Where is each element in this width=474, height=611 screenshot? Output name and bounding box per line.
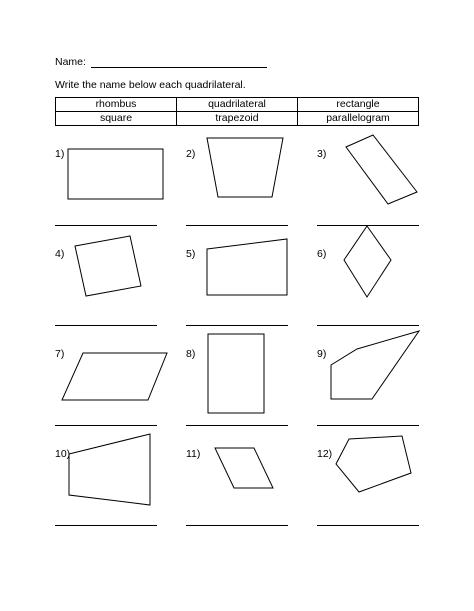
shape-number: 12) [317, 448, 333, 460]
shape-grid [55, 140, 419, 540]
answer-line[interactable] [317, 525, 419, 526]
word-bank-cell: square [56, 112, 177, 126]
shape-cell [317, 440, 433, 540]
word-bank-row [56, 98, 419, 112]
shape-cell [186, 140, 302, 240]
answer-line[interactable] [186, 325, 288, 326]
shape-quadrilateral [186, 240, 302, 320]
name-row [55, 56, 267, 68]
answer-line[interactable] [317, 425, 419, 426]
shape-rhombus [186, 440, 302, 520]
word-bank-cell: parallelogram [298, 112, 419, 126]
shape-cell [317, 340, 433, 440]
shape-trapezoid [186, 140, 302, 220]
shape-number: 5) [186, 248, 196, 260]
shape-quadrilateral [317, 440, 433, 520]
shape-rectangle [186, 340, 302, 420]
answer-line[interactable] [55, 525, 157, 526]
shape-parallelogram [317, 140, 433, 220]
word-bank-row [56, 112, 419, 126]
shape-cell [186, 440, 302, 540]
shape-cell [186, 340, 302, 440]
shape-square [55, 240, 171, 320]
shape-number: 2) [186, 148, 196, 160]
shape-number: 7) [55, 348, 65, 360]
shape-cell [55, 240, 171, 340]
word-bank-cell: rhombus [56, 98, 177, 112]
shape-cell [317, 140, 433, 240]
shape-number: 6) [317, 248, 327, 260]
shape-number: 1) [55, 148, 65, 160]
word-bank-cell: quadrilateral [177, 98, 298, 112]
word-bank [55, 97, 419, 126]
word-bank-cell: rectangle [298, 98, 419, 112]
shape-cell [55, 440, 171, 540]
name-label: Name: [55, 56, 86, 68]
answer-line[interactable] [186, 525, 288, 526]
answer-line[interactable] [55, 225, 157, 226]
answer-line[interactable] [317, 325, 419, 326]
shape-parallelogram [55, 340, 171, 420]
instructions: Write the name below each quadrilateral. [55, 79, 246, 91]
shape-number: 4) [55, 248, 65, 260]
shape-cell [317, 240, 433, 340]
shape-number: 8) [186, 348, 196, 360]
answer-line[interactable] [186, 425, 288, 426]
shape-trapezoid [55, 440, 171, 520]
answer-line[interactable] [186, 225, 288, 226]
shape-number: 9) [317, 348, 327, 360]
shape-number: 10) [55, 448, 71, 460]
shape-number: 11) [186, 448, 201, 460]
shape-number: 3) [317, 148, 327, 160]
answer-line[interactable] [55, 325, 157, 326]
word-bank-cell: trapezoid [177, 112, 298, 126]
shape-rhombus [317, 240, 433, 320]
shape-rectangle [55, 140, 171, 220]
shape-cell [55, 340, 171, 440]
shape-cell [55, 140, 171, 240]
shape-trapezoid [317, 340, 433, 420]
shape-cell [186, 240, 302, 340]
answer-line[interactable] [55, 425, 157, 426]
name-answer-line[interactable] [91, 57, 267, 68]
answer-line[interactable] [317, 225, 419, 226]
